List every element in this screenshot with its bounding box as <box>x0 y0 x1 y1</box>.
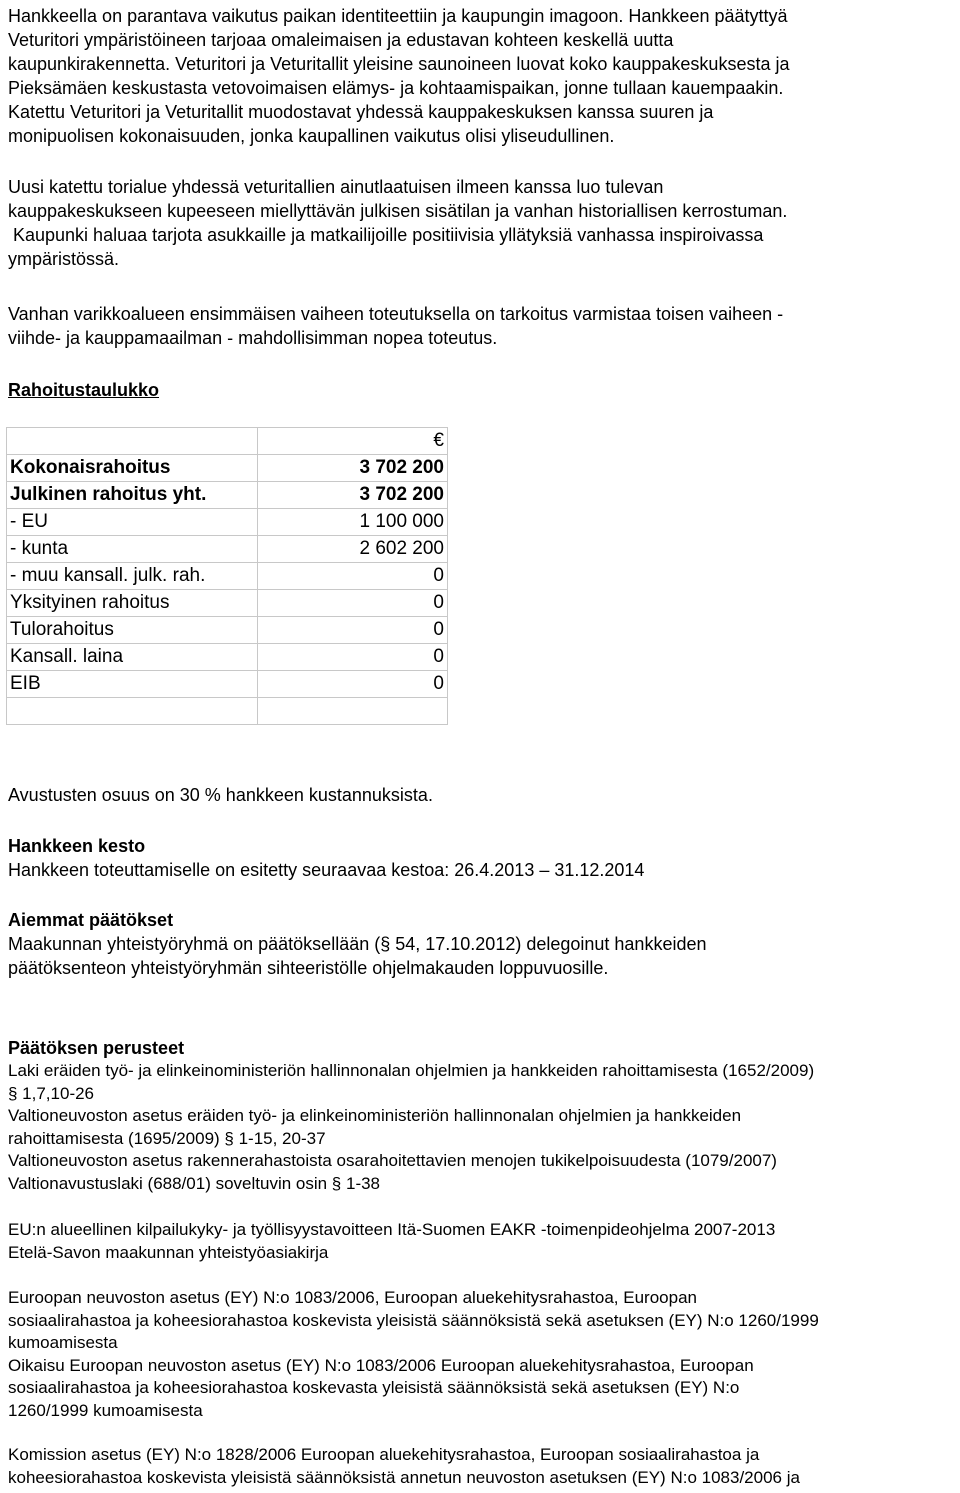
row-label: Kokonaisrahoitus <box>7 455 258 482</box>
row-value: 3 702 200 <box>258 455 448 482</box>
text-line: Komission asetus (EY) N:o 1828/2006 Euroopan aluekehitysrahastoa, Euroopan sosiaalirahastoa ja <box>8 1445 760 1464</box>
intro-paragraph <box>8 4 958 148</box>
row-label: Yksityinen rahoitus <box>7 590 258 617</box>
table-row-empty <box>7 698 448 725</box>
text-line: Euroopan neuvoston asetus (EY) N:o 1083/2006, Euroopan aluekehitysrahastoa, Euroopan <box>8 1288 697 1307</box>
row-value: 0 <box>258 617 448 644</box>
table-row <box>7 644 448 671</box>
row-label: - muu kansall. julk. rah. <box>7 563 258 590</box>
text-line: kauppakeskukseen kupeeseen miellyttävän julkisen sisätilan ja vanhan historiallisen kerrostuman. <box>8 201 788 221</box>
text-line: päätöksenteon yhteistyöryhmän sihteeristölle ohjelmakauden loppuvuosille. <box>8 958 609 978</box>
row-value: 0 <box>258 671 448 698</box>
paragraph-varikko <box>8 302 958 350</box>
text-line: Pieksämäen keskustasta vetovoimaisen elämys- ja kohtaamispaikan, jonne tullaan kauempaakin. <box>8 78 784 98</box>
text-line: koheesiorahastoa koskevista yleisistä säännöksistä annetun neuvoston asetuksen (EY) N:o 1083/2006 ja <box>8 1467 800 1487</box>
text-line: Valtioneuvoston asetus eräiden työ- ja elinkeinoministeriön hallinnonalan ohjelmien ja hankkeiden <box>8 1106 742 1125</box>
decision-basis-group-1 <box>8 1060 958 1195</box>
text-line: ympäristössä. <box>8 249 120 269</box>
text-line: Kaupunki haluaa tarjota asukkaille ja matkailijoille positiivisia yllätyksiä vanhassa inspiroivassa <box>8 225 764 245</box>
row-label: Julkinen rahoitus yht. <box>7 482 258 509</box>
row-label: Kansall. laina <box>7 644 258 671</box>
table-header-row <box>7 428 448 455</box>
text-line: Maakunnan yhteistyöryhmä on päätöksellään (§ 54, 17.10.2012) delegoinut hankkeiden <box>8 934 707 954</box>
decision-basis-group-2 <box>8 1219 958 1264</box>
previous-decisions-heading: Aiemmat päätökset <box>8 910 174 930</box>
table-row <box>7 590 448 617</box>
table-row <box>7 563 448 590</box>
text-line: Etelä-Savon maakunnan yhteistyöasiakirja <box>8 1242 329 1262</box>
text-line: Vanhan varikkoalueen ensimmäisen vaiheen toteutuksella on tarkoitus varmistaa toisen vaiheen - <box>8 304 784 324</box>
text-line: EU:n alueellinen kilpailukyky- ja työllisyystavoitteen Itä-Suomen EAKR -toimenpideohjelma 2007-2013 <box>8 1220 776 1239</box>
text-line: Laki eräiden työ- ja elinkeinoministeriön hallinnonalan ohjelmien ja hankkeiden rahoittamisesta (1652/2009) <box>8 1061 815 1080</box>
row-value: 2 602 200 <box>258 536 448 563</box>
subsidy-share-text: Avustusten osuus on 30 % hankkeen kustannuksista. <box>8 785 433 805</box>
table-row <box>7 617 448 644</box>
decision-basis-group-4 <box>8 1444 958 1489</box>
text-line: viihde- ja kauppamaailman - mahdollisimman nopea toteutus. <box>8 328 498 348</box>
text-line: Katettu Veturitori ja Veturitallit muodostavat yhdessä kauppakeskuksen kanssa suuren ja <box>8 102 714 122</box>
text-line: Valtioneuvoston asetus rakennerahastoista osarahoitettavien menojen tukikelpoisuudesta (1079/2007) <box>8 1151 777 1170</box>
row-label: EIB <box>7 671 258 698</box>
decision-basis-heading: Päätöksen perusteet <box>8 1038 185 1058</box>
table-row <box>7 482 448 509</box>
text-line: kumoamisesta <box>8 1333 118 1352</box>
financing-table <box>6 427 448 725</box>
row-value: 1 100 000 <box>258 509 448 536</box>
table-row <box>7 455 448 482</box>
table-row <box>7 671 448 698</box>
text-line: sosiaalirahastoa ja koheesiorahastoa koskevista yleisistä säännöksistä sekä asetuksen (EY) N:o 1260/1999 <box>8 1310 819 1330</box>
text-line: monipuolisen kokonaisuuden, jonka kaupallinen vaikutus olisi yliseudullinen. <box>8 126 615 146</box>
text-line: § 1,7,10-26 <box>8 1083 95 1103</box>
row-label: - kunta <box>7 536 258 563</box>
table-row <box>7 509 448 536</box>
paragraph-torialue <box>8 175 958 271</box>
duration-section <box>8 834 958 882</box>
row-value: 0 <box>258 644 448 671</box>
text-line: Uusi katettu torialue yhdessä veturitallien ainutlaatuisen ilmeen kanssa luo tulevan <box>8 177 664 197</box>
text-line: Oikaisu Euroopan neuvoston asetus (EY) N:o 1083/2006 Euroopan aluekehitysrahastoa, Euroopan <box>8 1355 754 1375</box>
currency-symbol: € <box>258 428 448 455</box>
text-line: 1260/1999 kumoamisesta <box>8 1400 203 1420</box>
text-line: Valtionavustuslaki (688/01) soveltuvin osin § 1-38 <box>8 1173 381 1193</box>
row-value: 0 <box>258 563 448 590</box>
row-value: 0 <box>258 590 448 617</box>
duration-heading: Hankkeen kesto <box>8 836 146 856</box>
row-value: 3 702 200 <box>258 482 448 509</box>
row-label: - EU <box>7 509 258 536</box>
text-line: Hankkeella on parantava vaikutus paikan identiteettiin ja kaupungin imagoon. Hankkeen päätyttyä <box>8 6 788 26</box>
table-row <box>7 536 448 563</box>
decision-basis-group-3 <box>8 1287 958 1422</box>
duration-text: Hankkeen toteuttamiselle on esitetty seuraavaa kestoa: 26.4.2013 – 31.12.2014 <box>8 860 645 880</box>
text-line: rahoittamisesta (1695/2009) § 1-15, 20-37 <box>8 1128 326 1148</box>
previous-decisions-section <box>8 908 958 980</box>
row-label: Tulorahoitus <box>7 617 258 644</box>
text-line: sosiaalirahastoa ja koheesiorahastoa koskevasta yleisistä säännöksistä sekä asetuksen (EY) N:o <box>8 1378 740 1397</box>
table-heading: Rahoitustaulukko <box>8 380 160 400</box>
text-line: kaupunkirakennetta. Veturitori ja Veturitallit yleisine saunoineen luovat koko kauppakeskuksesta ja <box>8 54 790 74</box>
text-line: Veturitori ympäristöineen tarjoaa omaleimaisen ja edustavan kohteen keskellä uutta <box>8 30 674 50</box>
